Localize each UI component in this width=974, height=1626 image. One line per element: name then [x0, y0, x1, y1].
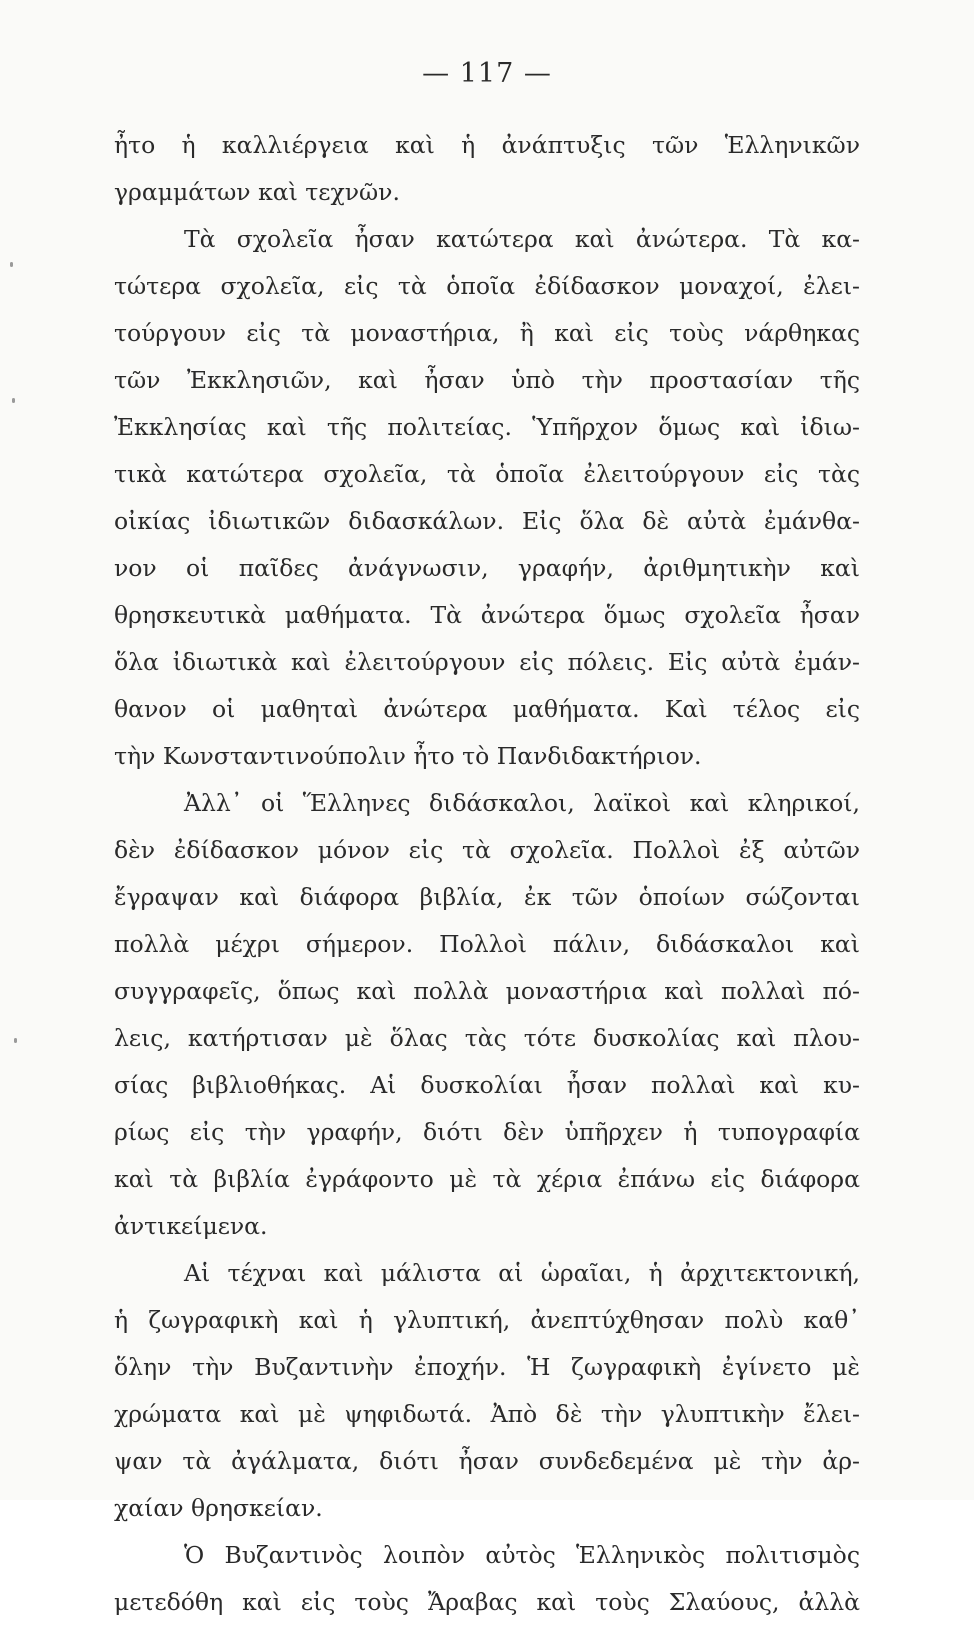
- margin-speck: [14, 1038, 17, 1043]
- text-line: ἡ ζωγραφικὴ καὶ ἡ γλυπτική, ἀνεπτύχθησαν πολὺ καθ᾽: [114, 1306, 860, 1334]
- text-line: μετεδόθη καὶ εἰς τοὺς Ἄραβας καὶ τοὺς Σλαύους, ἀλλὰ: [114, 1588, 860, 1616]
- text-line: τικὰ κατώτερα σχολεῖα, τὰ ὁποῖα ἐλειτούργουν εἰς τὰς: [114, 460, 860, 488]
- text-line: γραμμάτων καὶ τεχνῶν.: [114, 178, 400, 206]
- text-line: καὶ τὰ βιβλία ἐγράφοντο μὲ τὰ χέρια ἐπάνω εἰς διάφορα: [114, 1165, 860, 1193]
- text-line: τὴν Κωνσταντινούπολιν ἦτο τὸ Πανδιδακτήριον.: [114, 742, 702, 770]
- text-line: τῶν Ἐκκλησιῶν, καὶ ἦσαν ὑπὸ τὴν προστασίαν τῆς: [114, 366, 860, 394]
- text-line: δὲν ἐδίδασκον μόνον εἰς τὰ σχολεῖα. Πολλοὶ ἐξ αὐτῶν: [114, 836, 860, 864]
- text-line: Ὁ Βυζαντινὸς λοιπὸν αὐτὸς Ἑλληνικὸς πολιτισμὸς: [184, 1541, 860, 1569]
- text-line: τώτερα σχολεῖα, εἰς τὰ ὁποῖα ἐδίδασκον μοναχοί, ἐλει-: [114, 272, 860, 300]
- text-line: νον οἱ παῖδες ἀνάγνωσιν, γραφήν, ἀριθμητικὴν καὶ: [114, 554, 860, 582]
- text-line: συγγραφεῖς, ὅπως καὶ πολλὰ μοναστήρια καὶ πολλαὶ πό-: [114, 977, 860, 1005]
- text-line: χρώματα καὶ μὲ ψηφιδωτά. Ἀπὸ δὲ τὴν γλυπτικὴν ἔλει-: [114, 1400, 860, 1428]
- text-line: Ἀλλ᾽ οἱ Ἕλληνες διδάσκαλοι, λαϊκοὶ καὶ κληρικοί,: [184, 789, 860, 817]
- text-line: ἀντικείμενα.: [114, 1212, 268, 1240]
- text-line: Αἱ τέχναι καὶ μάλιστα αἱ ὡραῖαι, ἡ ἀρχιτεκτονική,: [184, 1259, 860, 1287]
- text-line: ὅλην τὴν Βυζαντινὴν ἐποχήν. Ἡ ζωγραφικὴ ἐγίνετο μὲ: [114, 1353, 860, 1381]
- text-line: ρίως εἰς τὴν γραφήν, διότι δὲν ὑπῆρχεν ἡ τυπογραφία: [114, 1118, 860, 1146]
- text-line: Ἐκκλησίας καὶ τῆς πολιτείας. Ὑπῆρχον ὅμως καὶ ἰδιω-: [114, 413, 860, 441]
- text-line: ἦτο ἡ καλλιέργεια καὶ ἡ ἀνάπτυξις τῶν Ἑλληνικῶν: [114, 131, 860, 159]
- text-line: θρησκευτικὰ μαθήματα. Τὰ ἀνώτερα ὅμως σχολεῖα ἦσαν: [114, 601, 860, 629]
- text-line: ὅλα ἰδιωτικὰ καὶ ἐλειτούργουν εἰς πόλεις. Εἰς αὐτὰ ἐμάν-: [114, 648, 860, 676]
- page-number: — 117 —: [422, 58, 552, 89]
- margin-speck: [10, 262, 13, 267]
- body-text: [114, 122, 860, 1626]
- text-line: ψαν τὰ ἀγάλματα, διότι ἦσαν συνδεδεμένα μὲ τὴν ἀρ-: [114, 1447, 860, 1475]
- text-line: πολλὰ μέχρι σήμερον. Πολλοὶ πάλιν, διδάσκαλοι καὶ: [114, 930, 860, 958]
- text-line: θανον οἱ μαθηταὶ ἀνώτερα μαθήματα. Καὶ τέλος εἰς: [114, 695, 860, 723]
- text-line: τούργουν εἰς τὰ μοναστήρια, ἢ καὶ εἰς τοὺς νάρθηκας: [114, 319, 860, 347]
- text-line: Τὰ σχολεῖα ἦσαν κατώτερα καὶ ἀνώτερα. Τὰ κα-: [184, 225, 860, 253]
- margin-speck: [12, 398, 15, 403]
- text-line: λεις, κατήρτισαν μὲ ὅλας τὰς τότε δυσκολίας καὶ πλου-: [114, 1024, 860, 1052]
- text-line: σίας βιβλιοθήκας. Αἱ δυσκολίαι ἦσαν πολλαὶ καὶ κυ-: [114, 1071, 860, 1099]
- text-line: ἔγραψαν καὶ διάφορα βιβλία, ἐκ τῶν ὁποίων σώζονται: [114, 883, 860, 911]
- text-line: οἰκίας ἰδιωτικῶν διδασκάλων. Εἰς ὅλα δὲ αὐτὰ ἐμάνθα-: [114, 507, 860, 535]
- text-line: χαίαν θρησκείαν.: [114, 1494, 323, 1522]
